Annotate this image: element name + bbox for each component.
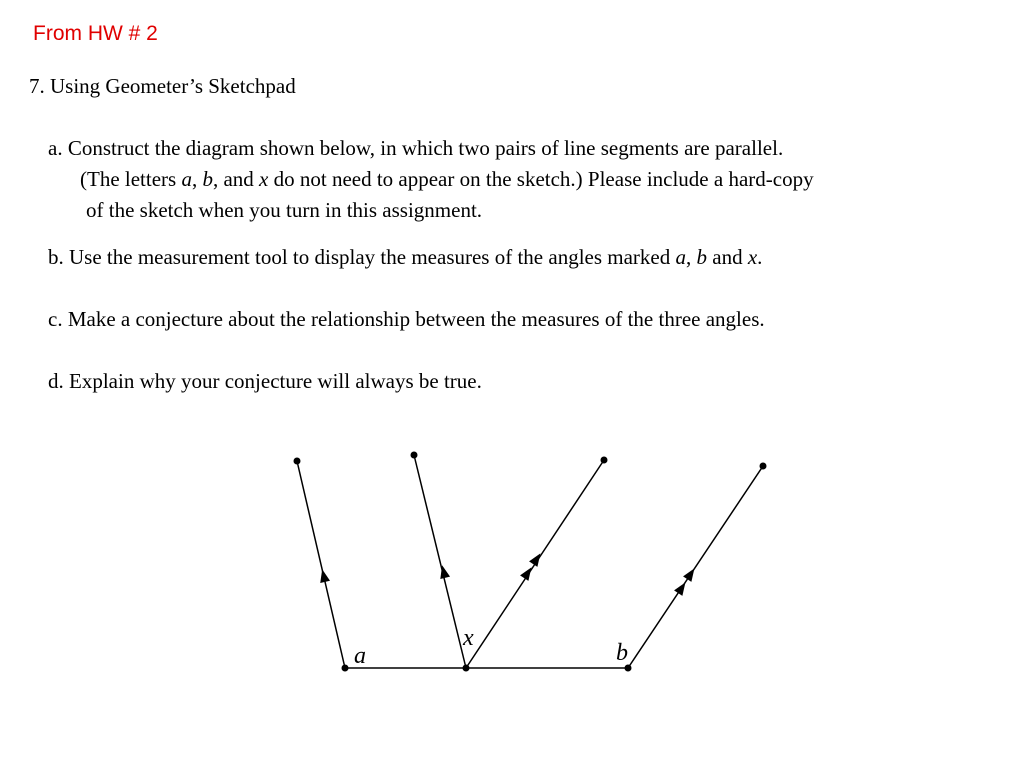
angle-label-a: a bbox=[354, 643, 366, 669]
segment-left-1 bbox=[297, 461, 345, 668]
angle-label-b: b bbox=[616, 640, 628, 666]
point-top-2 bbox=[411, 452, 418, 459]
point-base-middle bbox=[463, 665, 470, 672]
point-top-4 bbox=[760, 463, 767, 470]
problem-title: 7. Using Geometer’s Sketchpad bbox=[29, 74, 296, 98]
part-b: b. Use the measurement tool to display the measures of the angles marked a, b and x. bbox=[48, 245, 763, 269]
part-a-line2: (The letters a, b, and x do not need to appear on the sketch.) Please include a hard-copy bbox=[80, 167, 814, 191]
point-base-left bbox=[342, 665, 349, 672]
part-d: d. Explain why your conjecture will always be true. bbox=[48, 369, 482, 393]
point-top-3 bbox=[601, 457, 608, 464]
double-arrow-right-2b bbox=[683, 566, 699, 582]
arrow-left-2 bbox=[437, 564, 450, 579]
part-a-line3: of the sketch when you turn in this assignment. bbox=[86, 198, 483, 222]
arrow-left-1 bbox=[317, 568, 330, 583]
point-top-1 bbox=[294, 458, 301, 465]
part-a-line1: a. Construct the diagram shown below, in which two pairs of line segments are parallel. bbox=[48, 136, 784, 160]
segment-right-2 bbox=[628, 466, 763, 668]
header-label: From HW # 2 bbox=[33, 22, 158, 45]
angle-label-x: x bbox=[463, 625, 474, 651]
part-c: c. Make a conjecture about the relationship between the measures of the three angles. bbox=[48, 307, 765, 331]
segment-left-2 bbox=[414, 455, 466, 668]
double-arrow-right-2a bbox=[674, 580, 690, 596]
